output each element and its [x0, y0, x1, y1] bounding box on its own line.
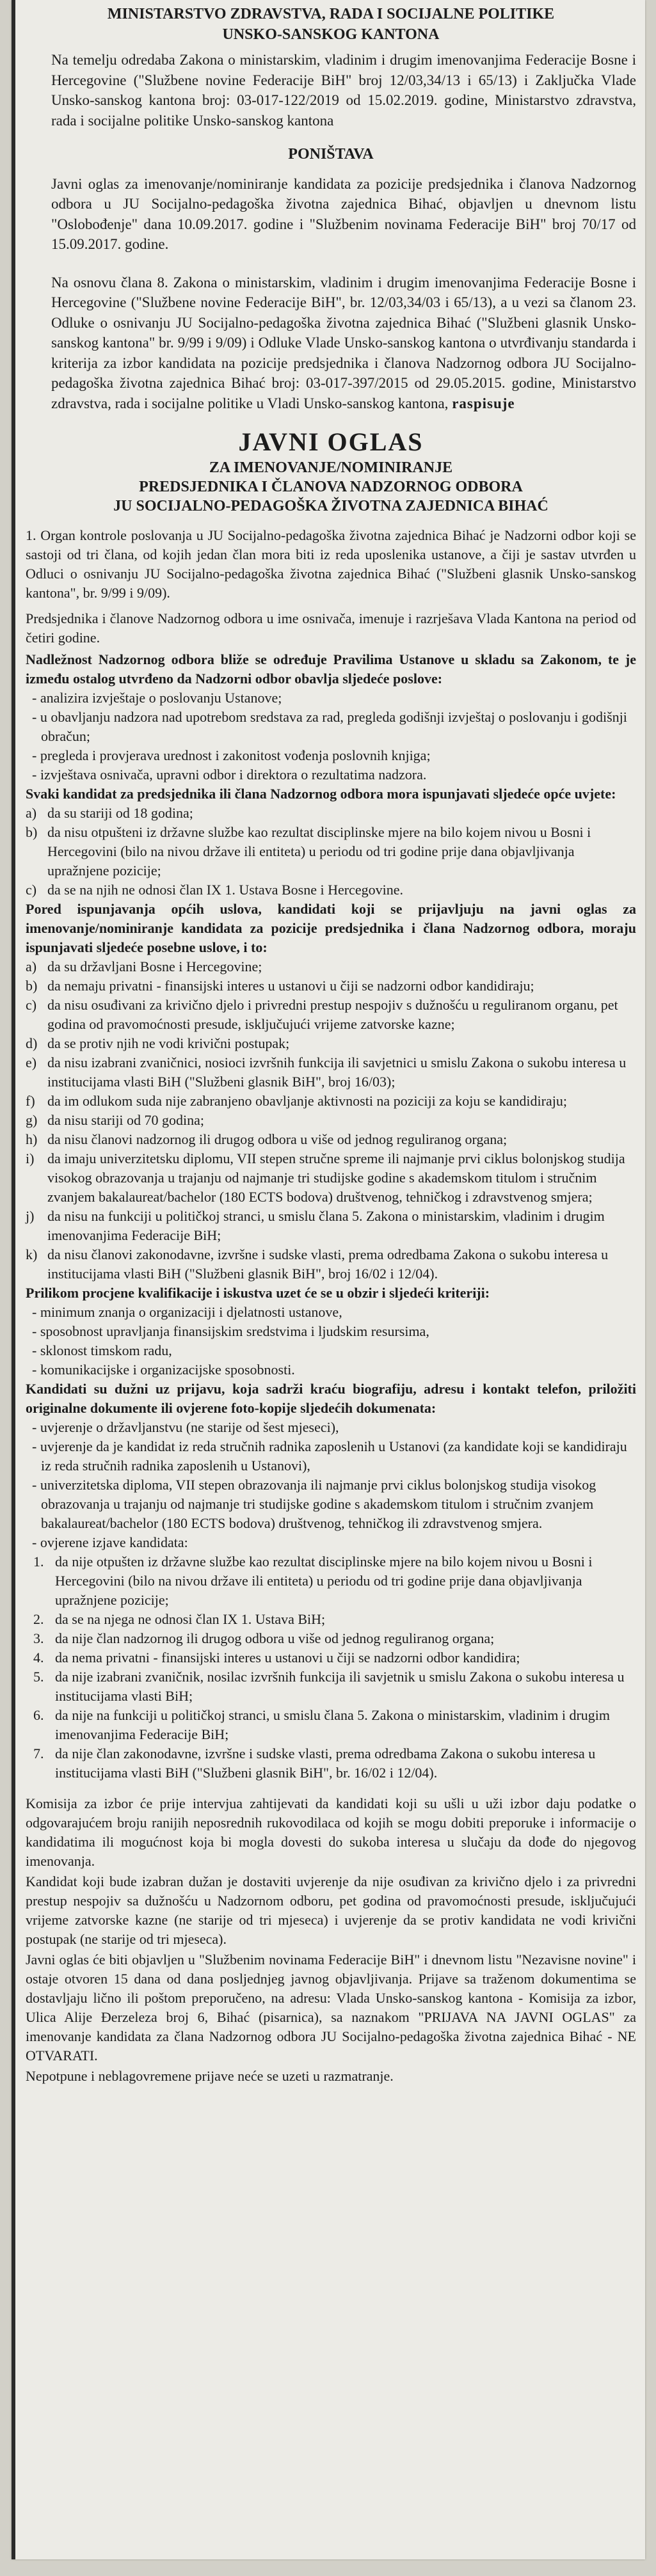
list-item-label: 2.: [33, 1611, 44, 1627]
list-item-label: k): [26, 1246, 38, 1262]
list-item: - minimum znanja o organizaciji i djelatnosti ustanove,: [32, 1304, 342, 1320]
kriteriji-list: [26, 1303, 636, 1379]
list-item-text: da nisu na funkciji u političkoj stranci, u smislu člana 5. Zakona o ministarskim, vladinim i drugim imenovanjima Federacije BiH;: [47, 1208, 605, 1243]
list-item-text: da nisu otpušteni iz državne službe kao rezultat disciplinske mjere na bilo kojem nivou u Bosni i Hercegovini (bilo na nivou države ili entiteta) u periodu od tri godine prije dana objavljivanja upražnjene pozicije;: [47, 824, 591, 879]
list-item-text: da nema privatni - finansijski interes u ustanovi u čiji se nadzorni odbor kandidira;: [55, 1650, 520, 1666]
oglas-sub1: ZA IMENOVANJE/NOMINIRANJE: [209, 459, 453, 476]
list-item-text: da nije na funkciji u političkoj stranci, u smislu člana 5. Zakona o ministarskim, vladinim i drugim imenovanjima Federacije BiH;: [55, 1707, 611, 1742]
list-item: [26, 804, 636, 823]
list-item-label: 5.: [33, 1669, 44, 1685]
ministry-header-line2: UNSKO-SANSKOG KANTONA: [222, 26, 440, 43]
list-item-label: 1.: [33, 1554, 44, 1570]
list-item-text: da se na njega ne odnosi član IX 1. Ustava BiH;: [55, 1611, 326, 1627]
list-item-label: 3.: [33, 1630, 44, 1646]
opci-uvjeti-title: Svaki kandidat za predsjednika ili člana Nadzornog odbora mora ispunjavati sljedeće opće uvjete:: [26, 786, 616, 802]
list-item-label: a): [26, 805, 37, 821]
list-item: [26, 1111, 636, 1130]
list-item-label: j): [26, 1208, 35, 1224]
list-item: [26, 1053, 636, 1092]
list-item: [33, 1610, 636, 1629]
list-item-text: da nisu stariji od 70 godina;: [47, 1112, 205, 1128]
list-item-text: da se na njih ne odnosi član IX 1. Ustava Bosne i Hercegovine.: [47, 882, 403, 898]
list-item-label: b): [26, 978, 38, 994]
list-item-text: da imaju univerzitetsku diplomu, VII stepen stručne spreme ili najmanje prvi ciklus bolonjskog studija visokog obrazovanja u trajanju od najmanje tri studijske godine s akademskom titulom i stručnim zvanjem bakalaureat/bachelor (180 ECTS bodova) društvenog, tehničkog i zdravstvenog smjera;: [47, 1150, 625, 1205]
list-item: [33, 1744, 636, 1783]
list-item-text: da nisu članovi nadzornog ili drugog odbora u više od jednog reguliranog organa;: [47, 1131, 508, 1147]
list-item-text: da nisu osuđivani za krivično djelo i privredni prestup nespojiv s dužnošću u reguliranom organu, pet godina od pravomoćnosti presude, isključujući vrijeme zatvorske kazne;: [47, 997, 618, 1032]
list-item: - uvjerenje o državljanstvu (ne starije od šest mjeseci),: [32, 1419, 339, 1435]
list-item-text: da su stariji od 18 godina;: [47, 805, 193, 821]
posebni-uslovi-list: [26, 957, 636, 1284]
list-item: [26, 1245, 636, 1284]
ministry-header: [26, 4, 636, 45]
list-item: [26, 1149, 636, 1207]
list-item: [26, 1034, 636, 1053]
list-item-label: f): [26, 1093, 35, 1109]
nadleznost-title: Nadležnost Nadzornog odbora bliže se određuje Pravilima Ustanove u skladu sa Zakonom, te je između ostalog utvrđeno da Nadzorni odbor obavlja sljedeće poslove:: [26, 651, 636, 687]
list-item: - pregleda i provjerava urednost i zakonitost vođenja poslovnih knjiga;: [32, 747, 431, 763]
oglas-subtitle: [26, 458, 636, 516]
list-item: - uvjerenje da je kandidat iz reda stručnih radnika zaposlenih u Ustanovi (za kandidate koji se kandidiraju iz reda stručnih radnika zaposlenih u Ustanovi),: [32, 1438, 627, 1474]
kandidat-paragraph: Kandidat koji bude izabran dužan je dostaviti uvjerenje da nije osuđivan za krivično djelo i za privredni prestup nespojiv sa dužnošću u Nadzornom odboru, pet godina od pravomoćnosti presude, isključujući vrijeme zatvorske kazne (ne starije od tri mjeseca) i uvjerenje da se protiv kandidata ne vodi krivični postupak (ne starije od tri mjeseca).: [26, 1873, 636, 1947]
list-item-label: g): [26, 1112, 38, 1128]
list-item: - analizira izvještaje o poslovanju Ustanove;: [32, 690, 282, 706]
list-item-label: a): [26, 958, 37, 974]
list-item-text: da nemaju privatni - finansijski interes u ustanovi u čiji se nadzorni odbor kandidiraju;: [47, 978, 534, 994]
list-item: [26, 1092, 636, 1111]
ponistava-title: PONIŠTAVA: [288, 146, 374, 163]
body-p1: 1. Organ kontrole poslovanja u JU Socijalno-pedagoška životna zajednica Bihać je Nadzorni odbor koji se sastoji od tri člana, od kojih jedan član mora biti iz reda uposlenika ustanove, a čiji je sastav utvrđen u Odluci o osnivanju JU Socijalno-pedagoška životna zajednica Bihać ("Službeni glasnik Unsko-sanskog kantona", br. 9/99 i 9/09).: [26, 527, 636, 601]
list-item: [33, 1552, 636, 1610]
oglas-sub2: PREDSJEDNIKA I ČLANOVA NADZORNOG ODBORA: [139, 479, 523, 495]
list-item-label: b): [26, 824, 38, 840]
list-item-label: c): [26, 882, 37, 898]
list-item: [26, 880, 636, 900]
list-item-text: da nije član zakonodavne, izvršne i sudske vlasti, prema odredbama Zakona o sukobu interesa u institucijama vlasti BiH ("Službeni glasnik BiH", br. 16/02 i 12/04).: [55, 1745, 596, 1781]
oglas-title: JAVNI OGLAS: [238, 427, 424, 456]
list-item: - sklonost timskom radu,: [32, 1342, 172, 1358]
osnova-paragraph: [26, 273, 636, 414]
announcement-content: [26, 4, 636, 2559]
list-item-text: da nije otpušten iz državne službe kao rezultat disciplinske mjere na bilo kojem nivou u Bosni i Hercegovini (bilo na nivou države ili entiteta) u periodu od tri godine prije dana objavljivanja upražnjene pozicije;: [55, 1554, 593, 1608]
nadleznost-list: [26, 688, 636, 784]
list-item: - univerzitetska diploma, VII stepen obrazovanja ili najmanje prvi ciklus bolonjskog studija visokog obrazovanja u trajanju od najmanje tri studijske godine s akademskom titulom i stručnim zvanjem bakalaureat/bachelor (180 ECTS bodova) društvenog, tehničkog ili zdravstvenog smjera.: [32, 1477, 596, 1531]
opci-uvjeti-list: [26, 804, 636, 900]
list-item: [26, 1207, 636, 1245]
ministry-header-line1: MINISTARSTVO ZDRAVSTVA, RADA I SOCIJALNE POLITIKE: [107, 6, 555, 22]
list-item-label: 6.: [33, 1707, 44, 1723]
list-item: [26, 957, 636, 976]
list-item-text: da nije izabrani zvaničnik, nosilac izvršnih funkcija ili savjetnik u smislu Zakona o sukobu interesa u institucijama vlasti BiH;: [55, 1669, 625, 1704]
left-border-rule: [12, 0, 15, 2559]
objava-paragraph: Javni oglas će biti objavljen u "Službenim novinama Federacije BiH" i dnevnom listu "Nezavisne novine" i ostaje otvoren 15 dana od dana posljednjeg javnog objavljivanja. Prijave sa traženom dokumentima se dostavljaju lično ili poštom preporučeno, na adresu: Vlada Unsko-sanskog kantona - Komisija za izbor, Ulica Alije Đerzeleza broj 6, Bihać (pisarnica), sa naznakom "PRIJAVA NA JAVNI OGLAS" za imenovanje kandidata za člana Nadzornog odbora JU Socijalno-pedagoška životna zajednica Bihać - NE OTVARATI.: [26, 1952, 636, 2063]
izjave-list: [26, 1552, 636, 1783]
newspaper-page: [12, 0, 645, 2559]
list-item-label: 4.: [33, 1650, 44, 1666]
list-item-label: i): [26, 1150, 35, 1166]
kriteriji-title: Prilikom procjene kvalifikacije i iskustva uzet će se u obzir i sljedeći kriteriji:: [26, 1285, 490, 1301]
list-item: [26, 976, 636, 996]
list-item-label: d): [26, 1035, 38, 1051]
komisija-paragraph: Komisija za izbor će prije intervjua zahtijevati da kandidati koji su ušli u uži izbor daju podatke o odgovarajućem broju ranijih neposrednih rukovodilaca od kojih se mogu dobiti preporuke i informacije o kandidatima ili mogućnost koja bi mogla dovesti do sukoba interesa u slučaju da dođe do njegovog imenovanja.: [26, 1795, 636, 1869]
list-item: [33, 1629, 636, 1648]
list-item-text: da im odlukom suda nije zabranjeno obavljanje aktivnosti na poziciji za koju se kandidiraju;: [47, 1093, 567, 1109]
list-item: - sposobnost upravljanja finansijskim sredstvima i ljudskim resursima,: [32, 1323, 429, 1339]
list-item-label: 7.: [33, 1745, 44, 1761]
dokumenti-title: Kandidati su dužni uz prijavu, koja sadrži kraću biografiju, adresu i kontakt telefon, priložiti originalne dokumente ili ovjerene foto-kopije sljedećih dokumenata:: [26, 1381, 636, 1416]
list-item: [33, 1648, 636, 1667]
list-item: - komunikacijske i organizacijske sposobnosti.: [32, 1362, 295, 1378]
osnova-text: Na osnovu člana 8. Zakona o ministarskim, vladinim i drugim imenovanjima Federacije Bosne i Hercegovine ("Službene novine Federacije BiH", br. 12/03,34/03 i 65/13), a u vezi sa članom 23. Odluke o osnivanju JU Socijalno-pedagoška životna zajednica Bihać ("Službeni glasnik Unsko-sanskog kantona" br. 9/99 i 9/09) i Odluke Vlade Unsko-sanskog kantona o utvrđivanju standarda i kriterija za izbor kandidata na pozicije predsjednika i članova Nadzornog odbora JU Socijalno-pedagoška životna zajednica Bihać broj: 03-017-397/2015 od 29.05.2015. godine, Ministarstvo zdravstva, rada i socijalne politike u Vladi Unsko-sanskog kantona,: [51, 274, 636, 411]
list-item-label: e): [26, 1054, 37, 1070]
list-item: - izvještava osnivača, upravni odbor i direktora o rezultatima nadzora.: [32, 767, 427, 783]
posebni-uslovi-title: Pored ispunjavanja općih uslova, kandidati koji se prijavljuju na javni oglas za imenovanje/nominiranje kandidata za pozicije predsjednika i člana Nadzornog odbora, moraju ispunjavati sljedeće posebne uslove, i to:: [26, 901, 636, 955]
list-item-text: da se protiv njih ne vodi krivični postupak;: [47, 1035, 290, 1051]
list-item: [33, 1706, 636, 1744]
list-item-text: da nije član nadzornog ili drugog odbora u više od jednog reguliranog organa;: [55, 1630, 495, 1646]
dokumenti-list: [26, 1418, 636, 1552]
list-item: [33, 1667, 636, 1706]
intro-paragraph: Na temelju odredaba Zakona o ministarskim, vladinim i drugim imenovanjima Federacije Bosne i Hercegovine ("Službene novine Federacije BiH" broj 12/03,34/13 i 65/13) i Zaključka Vlade Unsko-sanskog kantona broj: 03-017-122/2019 od 15.02.2019. godine, Ministarstvo zdravstva, rada i socijalne politike Unsko-sanskog kantona: [51, 52, 636, 129]
list-item: - u obavljanju nadzora nad upotrebom sredstava za rad, pregleda godišnji izvještaj o poslovanju i godišnji obračun;: [32, 709, 627, 744]
list-item-text: da nisu izabrani zvaničnici, nosioci izvršnih funkcija ili savjetnici u smislu Zakona o sukobu interesa u institucijama vlasti BiH ("Službeni glasnik BiH", broj 16/03);: [47, 1054, 627, 1090]
list-item: [26, 1130, 636, 1149]
list-item-label: c): [26, 997, 37, 1013]
body-p2: Predsjednika i članove Nadzornog odbora u ime osnivača, imenuje i razrješava Vlada Kantona na period od četiri godine.: [26, 610, 636, 646]
list-item: - ovjerene izjave kandidata:: [32, 1534, 188, 1550]
list-item: [26, 996, 636, 1034]
list-item-text: da su državljani Bosne i Hercegovine;: [47, 958, 262, 974]
ponistava-text: Javni oglas za imenovanje/nominiranje kandidata za pozicije predsjednika i članova Nadzornog odbora u JU Socijalno-pedagoška životna zajednica Bihać, objavljen u dnevnom listu "Oslobođenje" dana 10.09.2017. godine i "Službenim novinama Federacije BiH" broj 70/17 od 15.09.2017. godine.: [51, 175, 636, 252]
oglas-sub3: JU SOCIJALNO-PEDAGOŠKA ŽIVOTNA ZAJEDNICA BIHAĆ: [113, 498, 548, 514]
raspisuje-word: raspisuje: [452, 395, 515, 411]
list-item: [26, 823, 636, 880]
list-item-text: da nisu članovi zakonodavne, izvršne i sudske vlasti, prema odredbama Zakona o sukobu interesa u institucijama vlasti BiH ("Službeni glasnik BiH", broj 16/02 i 12/04).: [47, 1246, 609, 1282]
list-item-label: h): [26, 1131, 38, 1147]
napomena-paragraph: Nepotpune i neblagovremene prijave neće se uzeti u razmatranje.: [26, 2068, 394, 2084]
